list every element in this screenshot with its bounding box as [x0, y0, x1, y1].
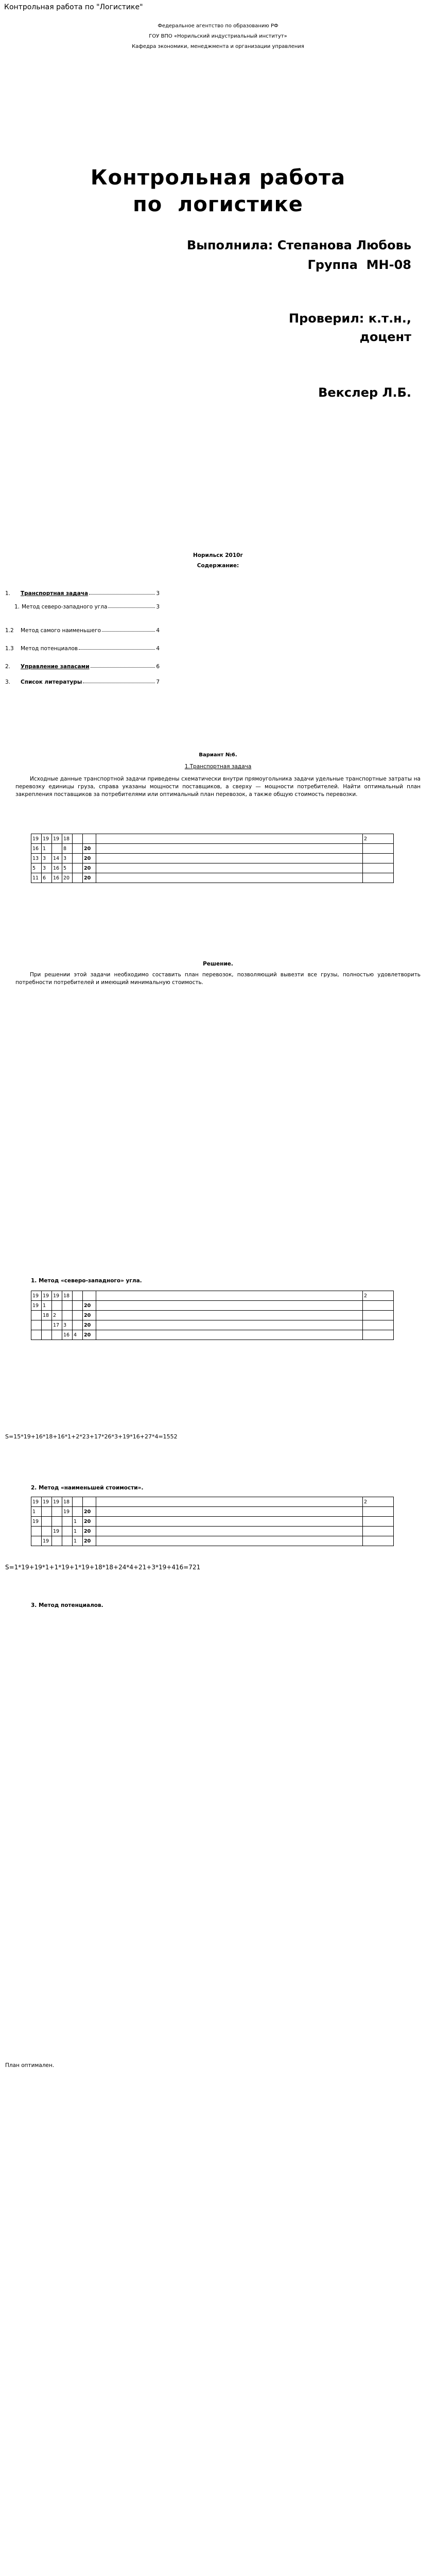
- table-cell: 19: [52, 1527, 62, 1536]
- toc-item: [5, 660, 160, 670]
- blank-cell: [96, 1311, 363, 1320]
- least-cost-plan-table: [31, 1497, 394, 1546]
- blank-cell: [96, 844, 363, 854]
- supply-cell: 20: [83, 844, 96, 854]
- toc-item-label: Метод потенциалов: [21, 646, 78, 652]
- end-cell: [363, 844, 394, 854]
- table-cell: 8: [62, 844, 73, 854]
- supplier-row: [31, 1536, 394, 1546]
- toc-leader: [102, 631, 155, 632]
- end-cell: [363, 873, 394, 883]
- table-cell: [73, 844, 83, 854]
- table-cell: 18: [62, 1497, 73, 1507]
- table-cell: 19: [31, 1497, 42, 1507]
- supply-cell: 20: [83, 854, 96, 863]
- supplier-row: [31, 1320, 394, 1330]
- table-cell: 18: [62, 1291, 73, 1301]
- solution-title: Решение.: [203, 961, 233, 967]
- toc-item-page: 6: [156, 664, 160, 670]
- blank-cell: [96, 1291, 363, 1301]
- blank-cell: [96, 1536, 363, 1546]
- end-cell: [363, 1330, 394, 1340]
- toc-item-label: Управление запасами: [21, 664, 90, 670]
- city-year: Норильск 2010г: [193, 552, 243, 558]
- table-cell: [42, 1330, 52, 1340]
- supply-cell: 20: [83, 1507, 96, 1517]
- toc-item-number: 3.: [5, 679, 11, 685]
- table-cell: 19: [62, 1507, 73, 1517]
- end-cell: [363, 1536, 394, 1546]
- end-cell: [363, 1301, 394, 1311]
- northwest-total-cost: S=15*19+16*18+16*1+2*23+17*26*3+19*16+27*4=1552: [5, 1433, 178, 1440]
- least-cost-method-title: 2. Метод «наименьшей стоимости».: [31, 1485, 144, 1491]
- supplier-row: [31, 1527, 394, 1536]
- table-cell: 5: [31, 863, 42, 873]
- author-line: Выполнила: Степанова Любовь: [186, 238, 411, 252]
- transport-task-title: 1.Транспортная задача: [184, 764, 252, 770]
- table-cell: 4: [73, 1330, 83, 1340]
- end-cell: 2: [363, 1291, 394, 1301]
- table-cell: [73, 1497, 83, 1507]
- table-cell: 16: [52, 863, 62, 873]
- toc-item: [5, 676, 160, 685]
- end-cell: [363, 1507, 394, 1517]
- table-cell: [52, 844, 62, 854]
- end-cell: 2: [363, 834, 394, 844]
- end-cell: [363, 1311, 394, 1320]
- blank-cell: [96, 1507, 363, 1517]
- table-of-contents: [5, 587, 160, 685]
- table-cell: [31, 1536, 42, 1546]
- table-cell: 19: [42, 1291, 52, 1301]
- demand-row: [31, 1291, 394, 1301]
- toc-item-number: 1.2: [5, 628, 14, 634]
- table-cell: 1: [73, 1517, 83, 1527]
- demand-row: [31, 834, 394, 844]
- table-cell: 19: [31, 1291, 42, 1301]
- checked-by-line-2: доцент: [359, 330, 411, 344]
- table-cell: [73, 834, 83, 844]
- problem-data-table: [31, 834, 394, 883]
- toc-item-label: Список литературы: [21, 679, 82, 685]
- group-line: Группа МН-08: [307, 258, 411, 272]
- transport-task-statement: Исходные данные транспортной задачи приведены схематически внутри прямоугольника задачи удельные транспортные затраты на перевозку единицы груза, справа указаны мощности поставщиков, а сверху — мощности потребителей. Найти оптимальный план закрепления поставщиков за потребителями или оптимальный план перевозок, а также общую стоимость перевозки.: [15, 776, 421, 798]
- table-cell: 11: [31, 873, 42, 883]
- table-cell: 1: [73, 1536, 83, 1546]
- table-cell: [42, 1517, 52, 1527]
- toc-item-number: 1.: [14, 604, 20, 610]
- blank-cell: [96, 1517, 363, 1527]
- blank-cell: [96, 863, 363, 873]
- supply-cell: 20: [83, 1320, 96, 1330]
- supplier-row: [31, 1330, 394, 1340]
- blank-cell: [96, 1320, 363, 1330]
- table-cell: [62, 1527, 73, 1536]
- table-cell: [31, 1330, 42, 1340]
- optimal-plan-conclusion: План оптимален.: [5, 2062, 55, 2069]
- table-cell: 19: [42, 834, 52, 844]
- end-cell: [363, 1517, 394, 1527]
- potentials-method-title: 3. Метод потенциалов.: [31, 1602, 103, 1608]
- table-cell: 19: [31, 1301, 42, 1311]
- demand-row: [31, 1497, 394, 1507]
- table-cell: 16: [62, 1330, 73, 1340]
- table-cell: [42, 1320, 52, 1330]
- table-cell: [73, 863, 83, 873]
- end-cell: [363, 854, 394, 863]
- blank-cell: [96, 873, 363, 883]
- table-cell: 19: [31, 1517, 42, 1527]
- supply-cell: 20: [83, 863, 96, 873]
- table-cell: 1: [42, 844, 52, 854]
- toc-item-number: 1.: [5, 590, 11, 597]
- supply-cell: 20: [83, 1517, 96, 1527]
- table-cell: 19: [31, 834, 42, 844]
- blank-cell: [96, 834, 363, 844]
- supplier-row: [31, 844, 394, 854]
- table-cell: 19: [42, 1497, 52, 1507]
- table-cell: [52, 1301, 62, 1311]
- supply-cell: 20: [83, 1527, 96, 1536]
- table-cell: [73, 1320, 83, 1330]
- toc-leader: [79, 649, 155, 650]
- supply-cell: 20: [83, 1330, 96, 1340]
- table-cell: [73, 1291, 83, 1301]
- table-cell: [62, 1311, 73, 1320]
- toc-item-number: 1.3: [5, 646, 14, 652]
- table-cell: [52, 1517, 62, 1527]
- table-cell: [52, 1330, 62, 1340]
- table-cell: 5: [62, 863, 73, 873]
- blank-cell: [96, 1497, 363, 1507]
- table-cell: 19: [52, 1291, 62, 1301]
- table-cell: 20: [62, 873, 73, 883]
- document-heading: Контрольная работа по "Логистике": [4, 3, 143, 11]
- checked-by-line-1: Проверил: к.т.н.,: [289, 311, 411, 326]
- table-cell: 3: [62, 854, 73, 863]
- table-cell: 17: [52, 1320, 62, 1330]
- supply-cell: [83, 834, 96, 844]
- toc-item-number: 2.: [5, 664, 11, 670]
- blank-cell: [96, 1301, 363, 1311]
- title-line-1: Контрольная работа: [90, 166, 346, 190]
- toc-item: [5, 624, 160, 634]
- toc-item-page: 4: [156, 628, 160, 634]
- table-cell: 1: [42, 1301, 52, 1311]
- table-cell: [73, 854, 83, 863]
- supplier-row: [31, 873, 394, 883]
- toc-leader: [91, 667, 155, 668]
- table-cell: 3: [42, 863, 52, 873]
- table-cell: 2: [52, 1311, 62, 1320]
- supply-cell: 20: [83, 1311, 96, 1320]
- toc-title: Содержание:: [197, 563, 239, 569]
- table-cell: 16: [52, 873, 62, 883]
- toc-item-label: Транспортная задача: [21, 590, 89, 597]
- table-cell: [62, 1301, 73, 1311]
- end-cell: [363, 1320, 394, 1330]
- supplier-row: [31, 1517, 394, 1527]
- toc-item-page: 7: [156, 679, 160, 685]
- solution-text: При решении этой задачи необходимо составить план перевозок, позволяющий вывезти все грузы, полностью удовлетворить потребности потребителей и имеющий минимальную стоимость.: [15, 972, 421, 986]
- supply-cell: 20: [83, 873, 96, 883]
- toc-leader: [108, 607, 155, 608]
- toc-item-page: 3: [156, 604, 160, 610]
- table-cell: [73, 1311, 83, 1320]
- table-cell: [42, 1527, 52, 1536]
- table-cell: 6: [42, 873, 52, 883]
- toc-item-page: 4: [156, 646, 160, 652]
- supply-cell: 20: [83, 1536, 96, 1546]
- northwest-method-title: 1. Метод «северо-западного» угла.: [31, 1278, 142, 1284]
- table-cell: [31, 1311, 42, 1320]
- table-cell: 18: [42, 1311, 52, 1320]
- toc-item: [5, 642, 160, 652]
- table-cell: 19: [52, 834, 62, 844]
- supplier-row: [31, 1507, 394, 1517]
- end-cell: 2: [363, 1497, 394, 1507]
- northwest-plan-table: [31, 1291, 394, 1340]
- supply-cell: [83, 1497, 96, 1507]
- supply-cell: [83, 1291, 96, 1301]
- table-cell: 14: [52, 854, 62, 863]
- toc-item-label: Метод самого наименьшего: [21, 628, 101, 634]
- blank-cell: [96, 854, 363, 863]
- supplier-row: [31, 854, 394, 863]
- table-cell: [31, 1320, 42, 1330]
- least-cost-total-cost: S=1*19+19*1+1*19+1*19+18*18+24*4+21+3*19+416=721: [5, 1564, 201, 1571]
- table-cell: [62, 1517, 73, 1527]
- table-cell: [31, 1527, 42, 1536]
- supply-cell: 20: [83, 1301, 96, 1311]
- title-line-2: по логистике: [133, 193, 303, 216]
- department-line: Кафедра экономики, менеджмента и организации управления: [132, 44, 304, 49]
- end-cell: [363, 863, 394, 873]
- table-cell: 3: [42, 854, 52, 863]
- supplier-row: [31, 863, 394, 873]
- variant-label: Вариант №6.: [199, 752, 237, 758]
- table-cell: 19: [42, 1536, 52, 1546]
- blank-cell: [96, 1527, 363, 1536]
- table-cell: 1: [73, 1527, 83, 1536]
- table-cell: 19: [52, 1497, 62, 1507]
- toc-item: [5, 587, 160, 597]
- table-cell: 13: [31, 854, 42, 863]
- table-cell: [42, 1507, 52, 1517]
- table-cell: 16: [31, 844, 42, 854]
- blank-cell: [96, 1330, 363, 1340]
- supplier-row: [31, 1301, 394, 1311]
- toc-item-label: Метод северо-западного угла: [22, 604, 108, 610]
- table-cell: [62, 1536, 73, 1546]
- checker-name: Векслер Л.Б.: [318, 385, 411, 400]
- supplier-row: [31, 1311, 394, 1320]
- table-cell: [52, 1507, 62, 1517]
- table-cell: 3: [62, 1320, 73, 1330]
- table-cell: [73, 873, 83, 883]
- table-cell: [73, 1507, 83, 1517]
- toc-leader: [89, 594, 155, 595]
- table-cell: [73, 1301, 83, 1311]
- table-cell: 1: [31, 1507, 42, 1517]
- institute-line: ГОУ ВПО «Норильский индустриальный институт»: [149, 33, 287, 39]
- ministry-line: Федеральное агентство по образованию РФ: [158, 23, 278, 29]
- toc-item: [5, 601, 160, 610]
- table-cell: [52, 1536, 62, 1546]
- table-cell: 18: [62, 834, 73, 844]
- end-cell: [363, 1527, 394, 1536]
- toc-item-page: 3: [156, 590, 160, 597]
